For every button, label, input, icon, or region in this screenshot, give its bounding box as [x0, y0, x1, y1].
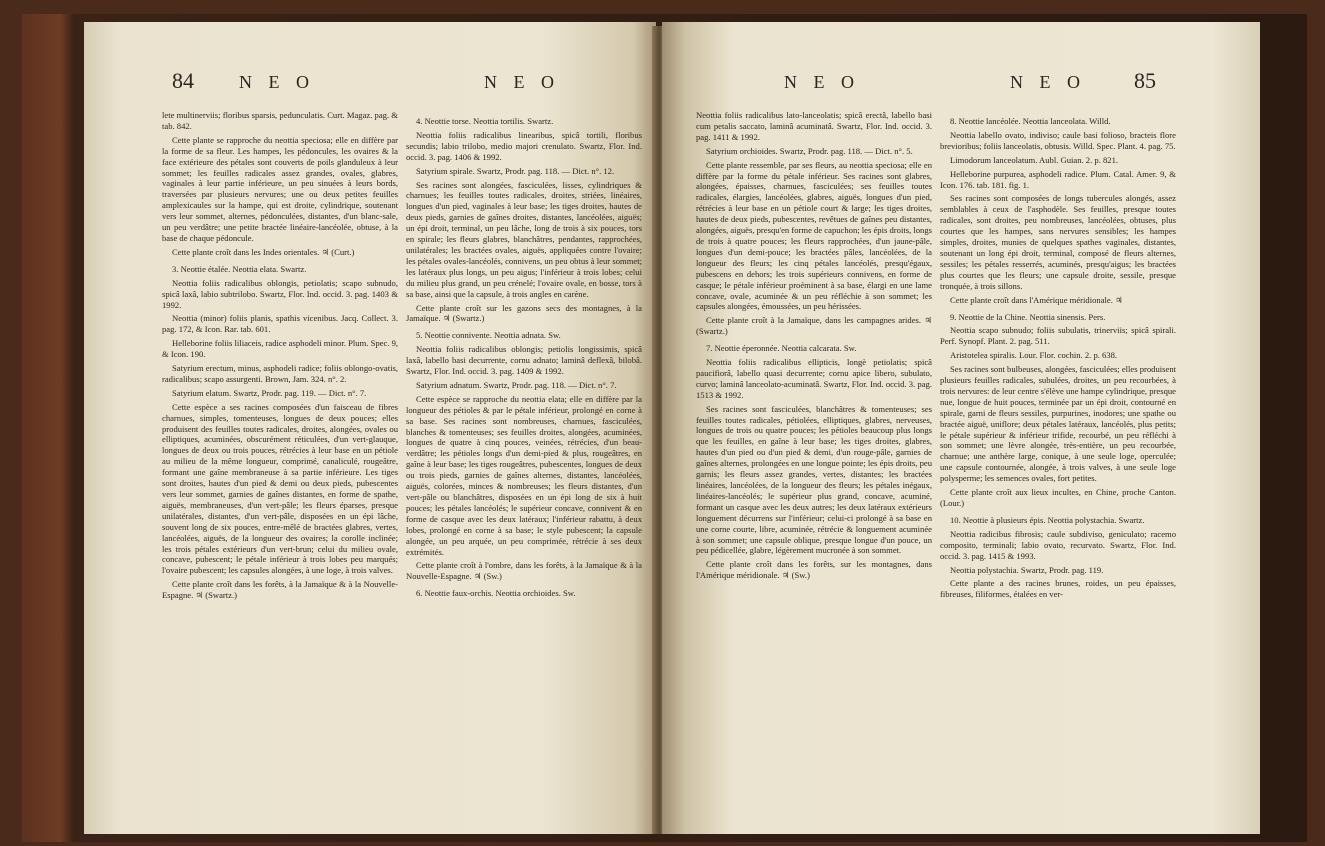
entry-heading: 3. Neottie étalée. Neottia elata. Swartz.: [172, 263, 307, 274]
paragraph: Helleborine foliis liliaceis, radice asphodeli minor. Plum. Spec. 9, & Icon. 190.: [162, 338, 398, 360]
running-head: N E O: [1010, 72, 1086, 92]
paragraph: Cette plante se rapproche du neottia speciosa; elle en diffère par la forme de sa fleur. Les hampes, les pédoncules, les ovaires & la face extérieure des pétales sont couverts de poils glanduleux à leur sommet; les feuilles radicales assez grandes, ovales, glabres, vaginales à leur partie inférieure, un peu sinuées à leurs bords, traversées par plusieurs nervures; une ou deux petites feuilles amplexicaules sur la hampe, qui est droite, cylindrique, soutenant vers leur sommet, alternes, pédonculées, distantes, d'un blanc-sale, un peu verdâtre; une petite bractée linéaire-lancéolée, obtuse, à la base de chaque pédoncule.: [162, 134, 398, 243]
paragraph: Cette plante croît dans les forêts, sur les montagnes, dans l'Amérique méridionale. ♃ (Sw.): [696, 559, 932, 581]
entry-heading: 9. Neottie de la Chine. Neottia sinensis. Pers.: [950, 311, 1106, 322]
paragraph: Neottia (minor) foliis planis, spathis vicenibus. Jacq. Collect. 3. pag. 172, & Icon. Rar. tab. 601.: [162, 313, 398, 335]
paragraph: Satyrium elatum. Swartz, Prodr. pag. 119. — Dict. n°. 7.: [172, 387, 367, 398]
right-page: [662, 22, 1260, 834]
paragraph: Neottia foliis radicalibus linearibus, spicâ tortili, floribus secundis; labio trilobo, medio majori crenulato. Swartz, Flor. Ind. occid. 3. pag. 1406 & 1992.: [406, 129, 642, 162]
paragraph: Cette plante croît à la Jamaïque, dans les campagnes arides. ♃ (Swartz.): [696, 315, 932, 337]
entry-heading: 6. Neottie faux-orchis. Neottia orchioides. Sw.: [416, 588, 576, 599]
text-column-left: [162, 110, 398, 820]
paragraph: Neottia labello ovato, indiviso; caule basi folioso, bracteis flore brevioribus; foliis lanceolatis, obtusis. Willd. Spec. Plant. 4. pag. 75.: [940, 129, 1176, 151]
paragraph: Satyrium orchioides. Swartz, Prodr. pag. 118. — Dict. n°. 5.: [706, 145, 913, 156]
text-column-right: [406, 110, 642, 820]
paragraph: Neottia foliis radicalibus oblongis; petiolis longissimis, spicâ laxâ, labello basi decurrente, cornu adnato; laminâ deflexâ, bilobâ. Swartz, Flor. Ind. occid. 3. pag. 1409 & 1992.: [406, 344, 642, 377]
running-head: N E O: [239, 72, 315, 92]
entry-heading: 4. Neottie torse. Neottia tortilis. Swartz.: [416, 116, 554, 126]
paragraph: Cette plante ressemble, par ses fleurs, au neottia speciosa; elle en diffère par la forme du pétale inférieur. Ses racines sont glabres, alongées, épaisses, charnues, fasciculées; ses feuilles toutes radicales, élargies, lancéolées, glabres, aiguës, longues d'un pied, rétrécies à leur base en un pétiole court & large; les tiges droites, hautes de deux pieds, pubescentes, revêtues de gaînes peu distantes, alongées, aiguës, presqu'en forme de capuchon; les épis droits, longs de trois à quatre pouces; les fleurs rapprochées, d'un jaune-pâle, longues d'un demi-pouce; les bractées pâles, lancéolées, de la longueur des fleurs; les cinq pétales lancéolés, presqu'égaux, pubescens en dehors; les trois supérieurs connivens, en forme de casque; le pétale inférieur proéminent à sa base, élargi en une lame concave, ovale, acuminée & un peu réfléchie à son sommet; les capsules alongées, émoussées, un peu hérissées.: [696, 159, 932, 312]
paragraph: Cette plante croît dans les forêts, à la Jamaïque & à la Nouvelle-Espagne. ♃ (Swartz.): [162, 579, 398, 601]
paragraph: Cette plante croît dans l'Amérique méridionale. ♃: [950, 294, 1123, 305]
page-number: 84: [172, 68, 194, 93]
paragraph: Satyrium adnatum. Swartz, Prodr. pag. 118. — Dict. n°. 7.: [416, 379, 617, 390]
paragraph: Neottia radicibus fibrosis; caule subdiviso, geniculato; racemo composito, terminali; labio ovato, recurvato. Swartz, Flor. Ind. occid. 3. pag. 1415 & 1993.: [940, 528, 1176, 561]
paragraph: Cette espèce se rapproche du neottia elata; elle en diffère par la longueur des pétioles & par le pétale inférieur, prolongé en corne à sa base. Ses racines sont nombreuses, charnues, fasciculées, blanches & tomenteuses; ses feuilles droites, alongées, acuminées, longues de quatre à cinq pouces, veinées, rétrécies, d'un beau-verdâtre; les pétioles longs d'un demi-pied & plus, rougeâtres, en gaîne à leur base; les tiges rougeâtres, pubescentes, longues de deux ou trois pieds, garnies de gaînes alternes, distantes, lancéolées, aiguës, colorées, minces & nombreuses; les fleurs distantes, d'un vert-pâle ou blanchâtres, disposées en un épi long de six à huit pouces; les pétales lancéolés; le supérieur concave, connivent & en forme de casque avec les deux latéraux; l'inférieur rabattu, à deux lobes, prolongé en corne à sa base; le style pubescent; la capsule alongée, un peu arquée, un peu comprimée, rétrécie à ses deux extrémités.: [406, 393, 642, 557]
paragraph: Cette plante a des racines brunes, roides, un peu épaisses, fibreuses, filiformes, étalées en ver-: [940, 578, 1176, 600]
paragraph: Neottia polystachia. Swartz, Prodr. pag. 119.: [950, 564, 1104, 575]
paragraph: lete multinerviis; floribus sparsis, pedunculatis. Curt. Magaz. pag. & tab. 842.: [162, 110, 398, 131]
paragraph: Neottia scapo subnudo; foliis subulatis, trinerviis; spicâ spirali. Perf. Synopf. Plant. 2. pag. 511.: [940, 325, 1176, 347]
paragraph: Cette plante croît aux lieux incultes, en Chine, proche Canton. (Lour.): [940, 487, 1176, 508]
paragraph: Helleborine purpurea, asphodeli radice. Plum. Catal. Amer. 9, & Icon. 176. tab. 181. fig. 1.: [940, 168, 1176, 190]
paragraph: Ses racines sont bulbeuses, alongées, fasciculées; elles produisent plusieurs feuilles radicales, subulées, droites, un peu recourbées, à trois nervures: de leur centre s'élève une hampe cylindrique, presque nue, longue de huit pouces, terminée par un épi droit, contourné en spirale, garni de fleurs sessiles, purpurines, inodores; une spathe ou bractée aiguë, uniflore; deux pétales latéraux, lancéolés, plus petits; le pétale supérieur & inférieur trifide, recourbé, un peu réfléchi à son sommet; une lèvre alongée, très-entière, un peu recourbée, charnue; une anthère large, conique, à une seule loge, operculée; une capsule contournée, alongée, à trois valves, à une seule loge polysperme; les semences ovales, fort petites.: [940, 364, 1176, 484]
paragraph: Neottia foliis radicalibus lato-lanceolatis; spicâ erectâ, labello basi cum petalis saccato, laminâ acuminatâ. Swartz, Flor. Ind. occid. 3. pag. 1411 & 1992.: [696, 110, 932, 142]
paragraph: Ses racines sont alongées, fasciculées, lisses, cylindriques & charnues; les feuilles toutes radicales, droites, striées, linéaires, longues d'un pied, vaginales à leur base; les tiges droites, hautes de deux pieds, garnies de gaînes droites, distantes, lancéolées, aiguës; un épi droit, terminal, un peu lâche, long de trois à six pouces, tors en spirale; les fleurs glabres, blanchâtres, pendantes, rapprochées, unilatérales; les bractées ovales, aiguës, appliquées contre l'ovaire; les pétales ovales-lancéolés, connivens, un peu obtus à leur sommet; les latéraux plus longs, un peu aigus; l'inférieur à trois lobes; celui du milieu plus grand, un peu crénelé; l'ovaire ovale, en bosse, tors à sa base, ainsi que la capsule, à trois angles en carène.: [406, 179, 642, 299]
paragraph: Satyrium erectum, minus, asphodeli radice; foliis oblongo-ovatis, radicalibus; scapo assurgenti. Brown, Jam. 324. n°. 2.: [162, 363, 398, 384]
paragraph: Ses racines sont fasciculées, blanchâtres & tomenteuses; ses feuilles toutes radicales, pétiolées, elliptiques, glabres, nerveuses, longues de trois ou quatre pouces; les pétioles beaucoup plus longs que les feuilles, en gaîne à leur base; les tiges droites, glabres, hautes d'un pied ou d'un pied & demi, d'un rouge-pâle, garnies de gaînes alternes, prolongées en une longue pointe; les épis droits, peu garnis; les fleurs assez grandes, vertes, distantes; les bractées linéaires, lancéolées, de la longueur des fleurs; les pétales inégaux, linéaires-lancéolés; le supérieur plus grand, concave, acuminé, formant un casque avec les deux autres; les deux latéraux extérieurs longuement décurrens sur l'inférieur; celui-ci prolongé à sa base en une corne courte, libre, acuminée, rétrécie & longuement acuminée à son sommet; une capsule oblique, presque longue d'un pouce, un peu pédicellée, glabre, légèrement mucronée à son sommet.: [696, 403, 932, 556]
page-number: 85: [1134, 68, 1156, 93]
entry-heading: 5. Neottie connivente. Neottia adnata. Sw.: [416, 330, 561, 341]
paragraph: Neottia foliis radicalibus oblongis, petiolatis; scapo subnudo, spicâ laxâ, labio subtrilobo. Swartz, Flor. Ind. occid. 3. pag. 1403 & 1992.: [162, 277, 398, 310]
text-column-right: [940, 110, 1176, 820]
paragraph: Limodorum lanceolatum. Aubl. Guian. 2. p. 821.: [950, 154, 1119, 165]
entry-heading: 7. Neottie éperonnée. Neottia calcarata. Sw.: [706, 343, 857, 354]
running-head: N E O: [484, 72, 560, 92]
paragraph: Cette plante croît sur les gazons secs des montagnes, à la Jamaïque. ♃ (Swartz.): [406, 302, 642, 324]
paragraph: Ses racines sont composées de longs tubercules alongés, assez semblables à ceux de l'asphodèle. Ses feuilles, presque toutes radicales, sont droites, peu nombreuses, lancéolées, obtuses, plus courtes que les hampes, sans nervures sensibles; les hampes simples, droites, munies de quelques spathes vaginales, distantes, soutenant un long épi droit, terminal, composé de fleurs alternes, sessiles; les pétales resserrés, acuminés, presqu'aigus; les bractées plus courtes que les fleurs; une capsule droite, sessile, presque tronquée, à trois sillons.: [940, 193, 1176, 291]
paragraph: Cette plante croît à l'ombre, dans les forêts, à la Jamaïque & à la Nouvelle-Espagne. ♃ (Sw.): [406, 560, 642, 582]
entry-heading: 10. Neottie à plusieurs épis. Neottia polystachia. Swartz.: [950, 514, 1145, 525]
text-column-left: [696, 110, 932, 820]
paragraph: Satyrium spirale. Swartz, Prodr. pag. 118. — Dict. n°. 12.: [416, 165, 615, 176]
running-head: N E O: [784, 72, 860, 92]
paragraph: Neottia foliis radicalibus ellipticis, longè petiolatis; spicâ paucifiorâ, labello quasi decurrente; cornu apice libero, subulato, curvo; laminâ lanceolato-acuminatâ. Swartz, Flor. Ind. occid. 3. pag. 1513 & 1992.: [696, 357, 932, 400]
left-page: [84, 22, 656, 834]
paragraph: Cette plante croît dans les Indes orientales. ♃ (Curt.): [172, 246, 355, 257]
entry-heading: 8. Neottie lancéolée. Neottia lanceolata. Willd.: [950, 116, 1111, 126]
paragraph: Cette espèce a ses racines composées d'un faisceau de fibres charnues, simples, tomenteuses, longues de deux pouces; elles produisent des feuilles toutes radicales, droites, alongées, ovales ou elliptiques, acuminées, obscurément réticulées, d'un vert-glauque, longues de deux ou trois pouces, rétrécies à leur base en un pétiole au milieu de la même longueur, comprimé, canaliculé, rougeâtre, formant une gaîne membraneuse à sa partie inférieure. Les tiges sont droites, hautes d'un pied & demi ou deux pieds, pubescentes vers leur sommet, garnies de gaînes distantes, en forme de spathe, aiguës, membraneuses, d'un vert-pâle; les fleurs éparses, presque unilatérales, distantes, d'un vert-pâle, disposées en un épi lâche, souvent long de six pouces, entre-mêlé de bractées glabres, vertes, lancéolées, aiguës, de la longueur des ovaires; la corolle inclinée; les trois pétales extérieurs d'un vert-brun; celui du milieu ovale, concave, pubescent; le pétale inférieur à trois lobes peu marqués; l'ovaire pubescent; les capsules alongées, à une loge, à trois valves.: [162, 401, 398, 576]
paragraph: Aristotelea spiralis. Lour. Flor. cochin. 2. p. 638.: [950, 350, 1118, 361]
